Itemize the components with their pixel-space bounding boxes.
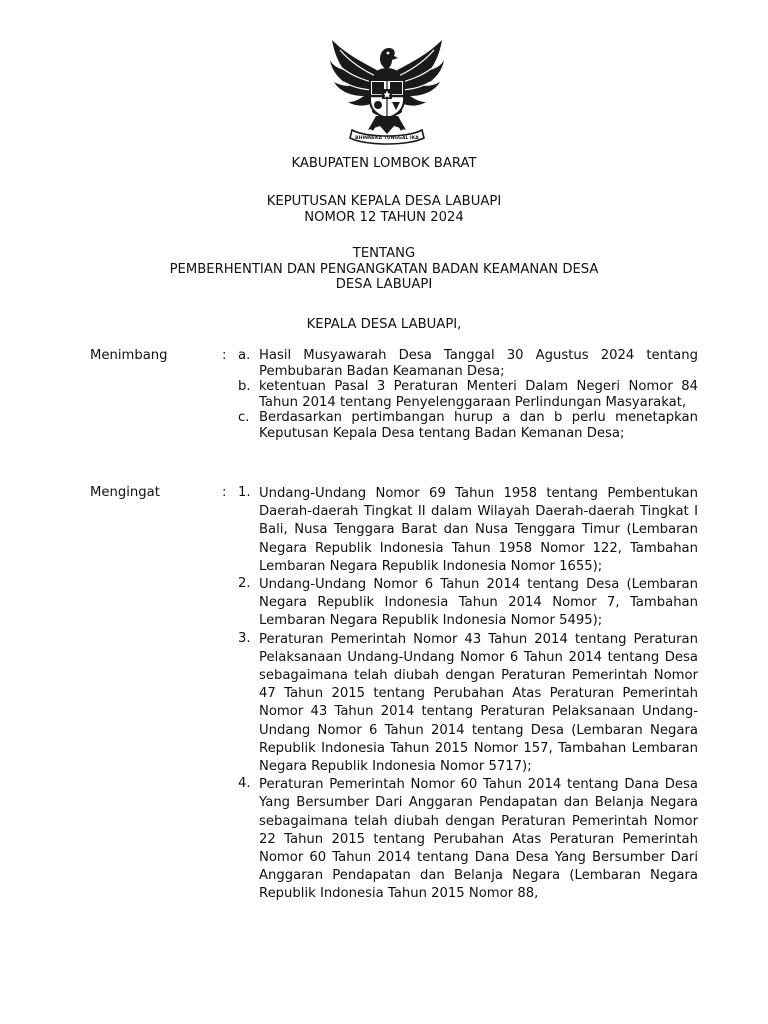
recalling-item [90, 631, 698, 777]
item-marker: b. [238, 379, 251, 394]
item-text: Undang-Undang Nomor 6 Tahun 2014 tentang Desa (Lembaran Negara Republik Indonesia Tahun 2014 Nomor 7, Tambahan Lembaran Negara Republik Indonesia Nomor 5495); [259, 577, 698, 629]
item-text: Peraturan Pemerintah Nomor 43 Tahun 2014 tentang Peraturan Pelaksanaan Undang-Undang Nomor 6 Tahun 2014 tentang Desa sebagaimana telah diubah dengan Peraturan Pemerintah Nomor 47 Tahun 2015 tentang Perubahan Atas Peraturan Pemerintah Nomor 43 Tahun 2014 tentang Peraturan Pelaksanaan Undang-Undang Nomor 6 Tahun 2014 tentang Desa (Lembaran Negara Republik Indonesia Tahun 2015 Nomor 157, Tambahan Lembaran Negara Republik Indonesia Nomor 5717); [259, 631, 698, 775]
garuda-emblem-icon [326, 34, 448, 146]
item-text: Peraturan Pemerintah Nomor 60 Tahun 2014 tentang Dana Desa Yang Bersumber Dari Anggaran Pendapatan dan Belanja Negara sebagaimana telah diubah dengan Peraturan Pemerintah Nomor 22 Tahun 2015 tentang Perubahan Atas Peraturan Pemerintah Nomor 60 Tahun 2014 tentang Dana Desa Yang Bersumber Dari Anggaran Pendapatan dan Belanja Negara (Lembaran Negara Republik Indonesia Tahun 2015 Nomor 88, [259, 777, 698, 902]
considering-colon: : [222, 348, 227, 363]
item-marker: 1. [238, 485, 251, 500]
decree-subject-line-2: DESA LABUAPI [335, 277, 433, 292]
item-text: Undang-Undang Nomor 69 Tahun 1958 tentang Pembentukan Daerah-daerah Tingkat II dalam Wilayah Daerah-daerah Tingkat I Bali, Nusa Tenggara Barat dan Nusa Tenggara Timur (Lembaran Negara Republik Indonesia Tahun 1958 Nomor 122, Tambahan Lembaran Negara Republik Indonesia Nomor 1655); [259, 486, 698, 574]
recalling-section [90, 485, 698, 904]
kabupaten-heading: KABUPATEN LOMBOK BARAT [291, 156, 477, 171]
item-text: ketentuan Pasal 3 Peraturan Menteri Dalam Negeri Nomor 84 Tahun 2014 tentang Penyelenggaraan Perlindungan Masyarakat, [259, 379, 698, 410]
considering-item [90, 410, 698, 441]
decree-subject-line-1: PEMBERHENTIAN DAN PENGANGKATAN BADAN KEAMANAN DESA [169, 262, 599, 277]
item-marker: 4. [238, 776, 251, 792]
recalling-label: Mengingat [90, 485, 160, 500]
recalling-colon: : [222, 485, 227, 500]
recalling-item [90, 776, 698, 903]
item-text: Hasil Musyawarah Desa Tanggal 30 Agustus 2024 tentang Pembubaran Badan Keamanan Desa; [259, 348, 698, 379]
recalling-item [90, 576, 698, 631]
recalling-item [90, 485, 698, 576]
considering-section [90, 348, 698, 441]
item-text: Berdasarkan pertimbangan hurup a dan b perlu menetapkan Keputusan Kepala Desa tentang Badan Kemanan Desa; [259, 410, 698, 441]
item-marker: a. [238, 348, 251, 363]
emblem-motto: BHINNEKA TUNGGAL IKA [355, 136, 419, 141]
decree-number: NOMOR 12 TAHUN 2024 [304, 210, 464, 225]
considering-item [90, 379, 698, 410]
decree-title: KEPUTUSAN KEPALA DESA LABUAPI [266, 194, 502, 209]
about-heading: TENTANG [352, 246, 416, 261]
considering-item [90, 348, 698, 379]
item-marker: c. [238, 410, 250, 425]
considering-label: Menimbang [90, 348, 168, 363]
item-marker: 2. [238, 576, 251, 592]
item-marker: 3. [238, 630, 251, 646]
official-heading: KEPALA DESA LABUAPI, [306, 317, 462, 332]
